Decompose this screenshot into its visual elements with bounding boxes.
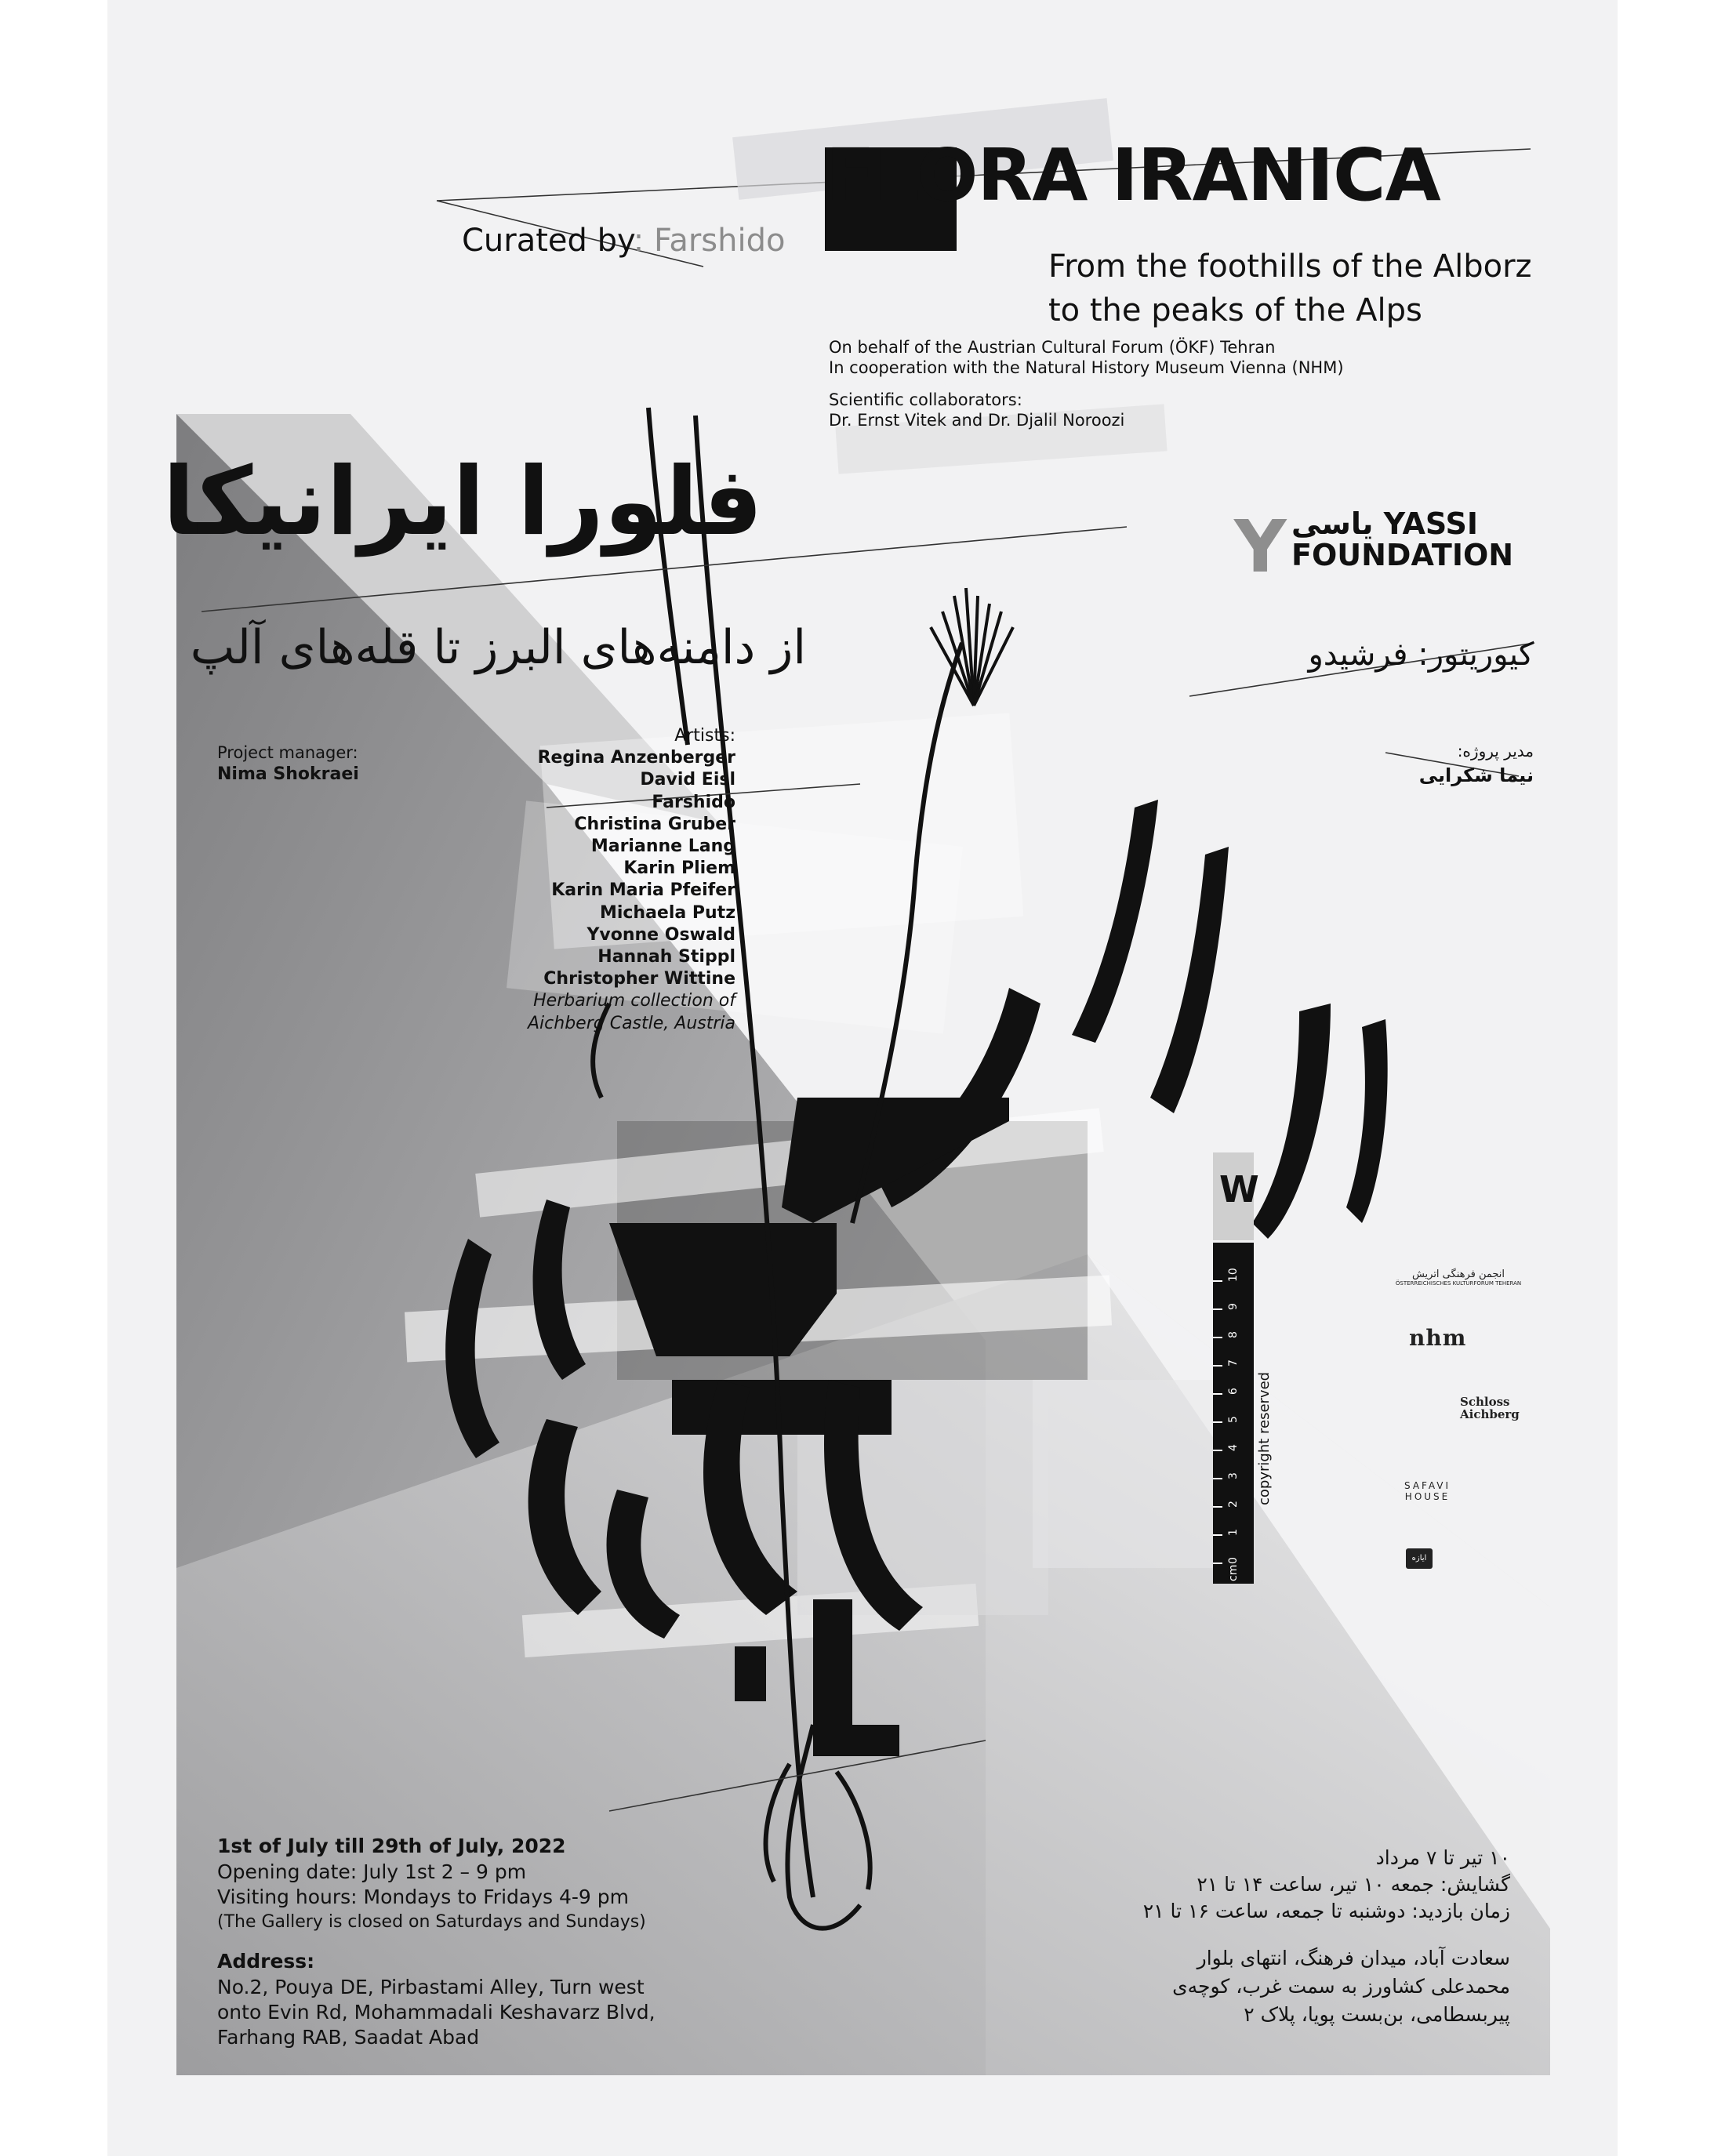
safavi-line-1: SAFAVI — [1404, 1480, 1451, 1491]
ruler-tick-label: 1 — [1227, 1529, 1240, 1536]
address-line-3: Farhang RAB, Saadat Abad — [217, 2026, 480, 2049]
schedule-details — [217, 1860, 646, 1935]
ruler-tick-mark — [1213, 1280, 1222, 1282]
yassi-foundation-logo — [1291, 508, 1513, 571]
ruler-letter: W — [1219, 1168, 1259, 1210]
safavi-line-2: HOUSE — [1404, 1491, 1451, 1502]
ruler-tick-mark — [1213, 1506, 1222, 1508]
title-fa: فلورا ایرانیکا — [162, 448, 763, 557]
sci-label: Scientific collaborators: — [829, 390, 1022, 409]
visiting-hours: Visiting hours: Mondays to Fridays 4-9 pm — [217, 1886, 629, 1908]
ruler-tick-label: 3 — [1227, 1472, 1240, 1479]
ruler-tick-mark — [1213, 1563, 1222, 1564]
ruler-tick-mark — [1213, 1421, 1222, 1423]
subtitle-en — [1048, 245, 1532, 332]
okf-line-2: In cooperation with the Natural History Museum Vienna (NHM) — [829, 358, 1344, 377]
okf-logo-de: ÖSTERREICHISCHES KULTURFORUM TEHERAN — [1395, 1280, 1522, 1287]
subtitle-fa: از دامنه‌های البرز تا قله‌های آلپ — [190, 620, 806, 675]
exhibition-period: 1st of July till 29th of July, 2022 — [217, 1835, 566, 1857]
schloss-aichberg-logo — [1460, 1396, 1520, 1421]
subtitle-line-2: to the peaks of the Alps — [1048, 292, 1422, 328]
artist-name: David Eisl — [640, 770, 735, 790]
artist-name: Yvonne Oswald — [586, 924, 735, 945]
sci-names: Dr. Ernst Vitek and Dr. Djalil Noroozi — [829, 411, 1125, 430]
project-manager-fa-label: مدیر پروژه: — [1457, 742, 1534, 760]
herbarium-note-2: Aichberg Castle, Austria — [528, 1013, 735, 1033]
title-en: FLORA IRANICA — [826, 133, 1440, 217]
subtitle-line-1: From the foothills of the Alborz — [1048, 249, 1532, 285]
ruler-tick-label: 9 — [1227, 1303, 1240, 1310]
schloss-line-2: Aichberg — [1460, 1407, 1520, 1421]
schedule-fa-line-3: زمان بازدید: دوشنبه تا جمعه، ساعت ۱۶ تا ۲۱ — [1142, 1900, 1510, 1922]
okf-credits — [829, 337, 1344, 378]
ruler-tick-mark — [1213, 1308, 1222, 1310]
translucent-rect — [1033, 1380, 1213, 1568]
curated-by — [462, 223, 785, 259]
ruler-tick-mark — [1213, 1450, 1222, 1451]
okf-logo — [1372, 1269, 1545, 1287]
project-manager-fa-name: نیما شکرایی — [1418, 764, 1534, 786]
artists-label: Artists: — [674, 726, 735, 746]
project-manager-name: Nima Shokraei — [217, 764, 359, 784]
schedule-fa-line-1: ۱۰ تیر تا ۷ مرداد — [1375, 1846, 1510, 1869]
okf-logo-fa: انجمن فرهنگی اتریش — [1411, 1269, 1505, 1280]
ruler-caption: copyright reserved — [1256, 1371, 1273, 1505]
artist-name: Karin Maria Pfeifer — [551, 880, 735, 901]
schedule-fa-line-2: گشایش: جمعه ۱۰ تیر، ساعت ۱۴ تا ۲۱ — [1197, 1873, 1510, 1896]
address-line-2: onto Evin Rd, Mohammadali Keshavarz Blvd, — [217, 2001, 656, 2024]
ruler-tick-mark — [1213, 1365, 1222, 1367]
schloss-line-1: Schloss — [1460, 1395, 1510, 1409]
artist-name: Regina Anzenberger — [537, 748, 735, 768]
herbarium-note-1: Herbarium collection of — [533, 991, 735, 1011]
address-fa-line-1: سعادت آباد، میدان فرهنگ، انتهای بلوار — [1197, 1947, 1510, 1969]
artist-name: Michaela Putz — [599, 902, 735, 923]
ruler-tick-mark — [1213, 1478, 1222, 1479]
ruler-tick-mark — [1213, 1337, 1222, 1338]
opening-date: Opening date: July 1st 2 – 9 pm — [217, 1860, 527, 1883]
artists-list — [422, 725, 735, 1035]
okf-line-1: On behalf of the Austrian Cultural Forum (ÖKF) Tehran — [829, 338, 1276, 357]
plant-head — [931, 588, 1013, 706]
artist-name: Christopher Wittine — [543, 969, 735, 989]
address-label: Address: — [217, 1950, 315, 1973]
artist-name: Christina Gruber — [574, 814, 735, 834]
safavi-house-logo — [1404, 1480, 1451, 1502]
curator-fa: کیوریتور: فرشیدو — [1308, 637, 1534, 673]
artist-name: Marianne Lang — [590, 837, 735, 857]
curated-name: : Farshido — [633, 223, 786, 259]
ruler-tick-label: 0 — [1227, 1557, 1240, 1564]
ruler-tick-label: 10 — [1227, 1268, 1240, 1282]
ayazh-logo: ایازه — [1406, 1548, 1433, 1569]
scale-ruler — [1213, 1243, 1254, 1584]
ruler-unit: cm — [1227, 1564, 1240, 1581]
ruler-tick-mark — [1213, 1393, 1222, 1395]
closed-note: (The Gallery is closed on Saturdays and Sundays) — [217, 1912, 646, 1932]
schedule-fa — [1143, 1845, 1510, 1925]
address-line-1: No.2, Pouya DE, Pirbastami Alley, Turn west — [217, 1976, 645, 1998]
address-text — [217, 1975, 656, 2050]
ruler-tick-label: 4 — [1227, 1444, 1240, 1451]
yassi-line-1: یاسی YASSI — [1291, 506, 1479, 541]
address-fa-line-2: محمدعلی کشاورز به سمت غرب، کوچه‌ی — [1172, 1975, 1510, 1998]
ruler-tick-label: 7 — [1227, 1359, 1240, 1367]
poster — [107, 0, 1618, 2156]
ruler-tick-label: 6 — [1227, 1388, 1240, 1395]
artist-name: Farshido — [652, 792, 735, 812]
yassi-line-2: FOUNDATION — [1291, 538, 1514, 572]
ruler-tick-label: 2 — [1227, 1501, 1240, 1508]
curated-prefix: Curated by — [462, 223, 634, 259]
artist-name: Karin Pliem — [623, 858, 735, 879]
yassi-logo-icon: Y — [1234, 505, 1287, 589]
address-fa — [1172, 1944, 1510, 2029]
ruler-tick-label: 5 — [1227, 1416, 1240, 1423]
ruler-tick-label: 8 — [1227, 1331, 1240, 1338]
ruler-tick-mark — [1213, 1534, 1222, 1536]
scientific-collaborators — [829, 390, 1124, 430]
address-fa-line-3: پیربسطامی، بن‌بست پویا، پلاک ۲ — [1244, 2003, 1510, 2026]
nhm-logo: nhm — [1409, 1325, 1467, 1351]
artist-name: Hannah Stippl — [597, 947, 735, 967]
project-manager-label: Project manager: — [217, 743, 358, 762]
